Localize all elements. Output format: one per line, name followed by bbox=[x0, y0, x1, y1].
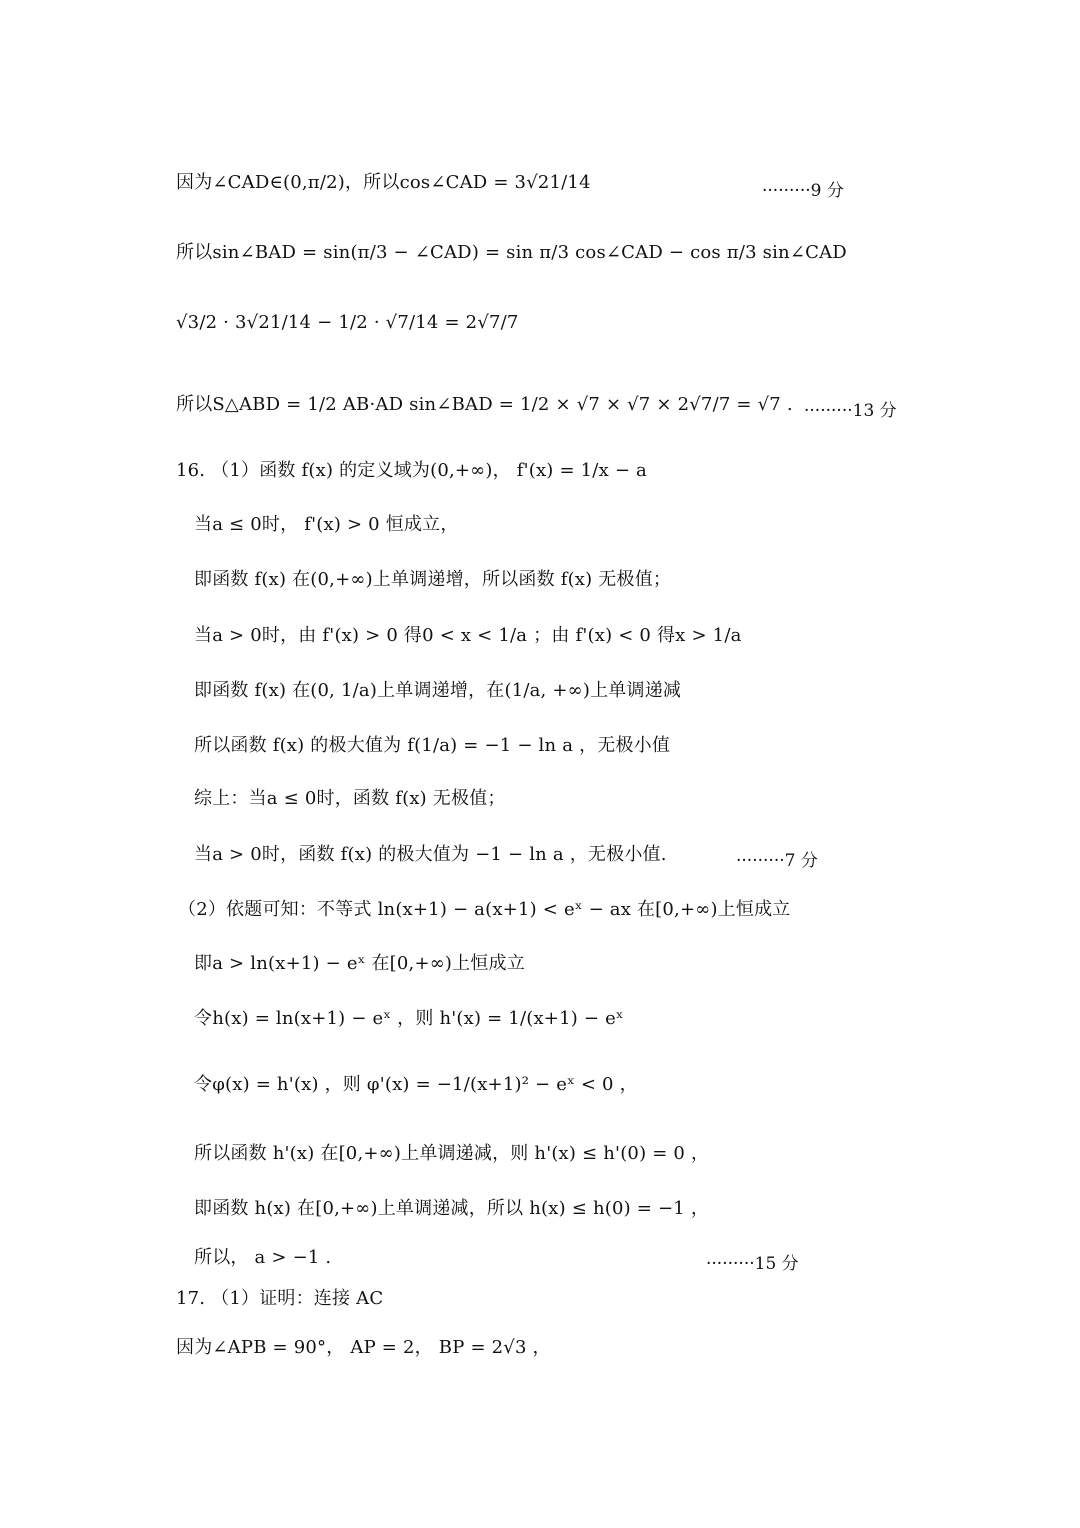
q16-part2-line-4: 令φ(x) = h'(x) ，则 φ'(x) = −1/(x+1)² − eˣ < 0 ， bbox=[194, 1074, 638, 1095]
q16-part2-line-6: 即函数 h(x) 在[0,+∞)上单调递减，所以 h(x) ≤ h(0) = −1 ， bbox=[194, 1198, 710, 1219]
score-7: ·········7 分 bbox=[736, 851, 818, 871]
solution-line-2: 所以sin∠BAD = sin(π/3 − ∠CAD) = sin π/3 cos∠CAD − cos π/3 sin∠CAD bbox=[176, 242, 847, 263]
q16-part2-line-7: 所以， a > −1 . bbox=[194, 1247, 332, 1268]
solution-line-1: 因为∠CAD∈(0,π/2)，所以cos∠CAD = 3√21/14 bbox=[176, 172, 591, 193]
q16-line-5: 即函数 f(x) 在(0, 1/a)上单调递增，在(1/a, +∞)上单调递减 bbox=[194, 680, 682, 701]
q16-line-6: 所以函数 f(x) 的极大值为 f(1/a) = −1 − ln a ，无极小值 bbox=[194, 735, 671, 756]
solution-line-3: √3/2 · 3√21/14 − 1/2 · √7/14 = 2√7/7 bbox=[176, 312, 519, 333]
q16-part1-line: 16. （1）函数 f(x) 的定义域为(0,+∞)， f'(x) = 1/x − a bbox=[176, 460, 647, 481]
q16-part2-line-3: 令h(x) = ln(x+1) − eˣ ，则 h'(x) = 1/(x+1) − eˣ bbox=[194, 1008, 624, 1029]
score-15: ·········15 分 bbox=[706, 1254, 799, 1274]
score-13: ·········13 分 bbox=[804, 401, 897, 421]
q16-line-8: 当a > 0时，函数 f(x) 的极大值为 −1 − ln a ，无极小值. bbox=[194, 844, 667, 865]
q16-part2-line-2: 即a > ln(x+1) − eˣ 在[0,+∞)上恒成立 bbox=[194, 953, 525, 974]
q17-line-2: 因为∠APB = 90°， AP = 2， BP = 2√3 ， bbox=[176, 1337, 551, 1358]
q17-part1-line: 17. （1）证明：连接 AC bbox=[176, 1288, 384, 1309]
q16-part2-line-5: 所以函数 h'(x) 在[0,+∞)上单调递减，则 h'(x) ≤ h'(0) = 0 ， bbox=[194, 1143, 710, 1164]
solution-line-4: 所以S△ABD = 1/2 AB·AD sin∠BAD = 1/2 × √7 × √7 × 2√7/7 = √7 . bbox=[176, 394, 793, 415]
q16-line-4: 当a > 0时，由 f'(x) > 0 得0 < x < 1/a ；由 f'(x) < 0 得x > 1/a bbox=[194, 625, 742, 646]
q16-line-7: 综上：当a ≤ 0时，函数 f(x) 无极值； bbox=[194, 788, 506, 809]
q16-line-3: 即函数 f(x) 在(0,+∞)上单调递增，所以函数 f(x) 无极值； bbox=[194, 569, 672, 590]
score-9: ·········9 分 bbox=[762, 181, 844, 201]
q16-line-2: 当a ≤ 0时， f'(x) > 0 恒成立， bbox=[194, 514, 459, 535]
q16-part2-line: （2）依题可知：不等式 ln(x+1) − a(x+1) < eˣ − ax 在[0,+∞)上恒成立 bbox=[178, 899, 791, 920]
